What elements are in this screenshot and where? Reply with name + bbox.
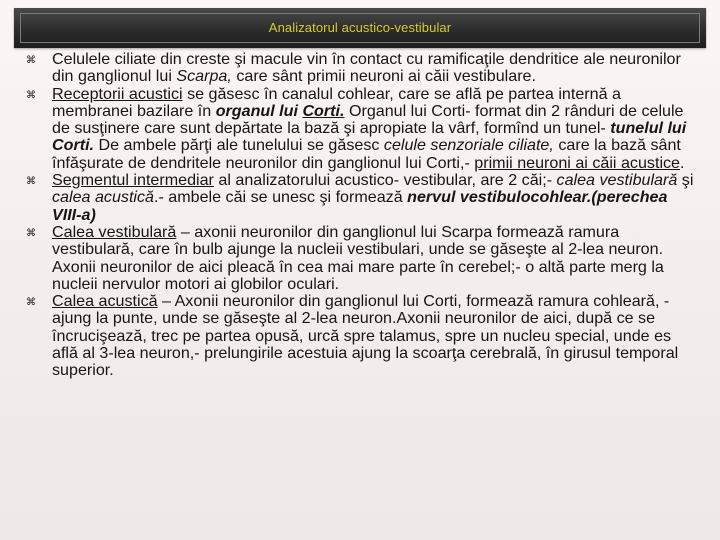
list-item <box>26 172 698 224</box>
list-item <box>26 224 698 293</box>
text-run: se găsesc în canalul cohlear, care se află pe partea internă a membranei bazilare în <box>52 84 621 120</box>
text-run: şi <box>677 171 694 190</box>
text-run: Segmentul intermediar <box>52 171 214 190</box>
text-run: primii neuroni ai căii acustice <box>474 153 681 172</box>
title-bar <box>14 8 706 48</box>
text-run: care sânt primii neuroni ai căii vestibulare. <box>231 67 536 86</box>
text-run: .- ambele căi se unesc şi formează <box>154 188 408 207</box>
bullet-list <box>26 51 698 380</box>
list-item <box>26 86 698 172</box>
text-run: – Axonii neuronilor din ganglionul lui Corti, formează ramura cohleară, - ajung la punte, unde se găseşte al 2-lea neuron.Axonii neuronilor de aici, după ce se încrucişează, trec pe partea opusă, urcă spre talamus, spre un nucleu special, unde es află al 3-lea neuron,- prelungirile acestuia ajung la scoarţa cerebrală, în girusul temporal superior. <box>52 292 679 380</box>
list-item <box>26 51 698 86</box>
text-run: – axonii neuronilor din ganglionul lui Scarpa formează ramura vestibulară, care în bulb ajunge la nucleii vestibulari, unde se găseşte al 2-lea neuron. Axonii neuronilor de aici pleacă în cea mai mare parte în cerebel;- o altă parte merg la nucleii nervulor motori ai globilor oculari. <box>52 222 664 293</box>
text-run: De ambele părţi ale tunelului se găsesc <box>94 136 384 155</box>
text-run: Calea vestibulară <box>52 222 177 241</box>
text-run: calea acustică <box>52 188 154 207</box>
command-key-icon: ⌘ <box>26 227 36 239</box>
text-run: Corti. <box>302 101 345 120</box>
text-run: Celulele ciliate din creste şi macule vin în contact cu ramificaţile dendritice ale neuronilor din ganglionul lui <box>52 50 681 86</box>
title-frame <box>20 13 700 43</box>
command-key-icon: ⌘ <box>26 55 36 66</box>
slide-title: Analizatorul acustico-vestibular <box>268 19 452 35</box>
text-run: celule senzoriale ciliate, <box>383 136 554 155</box>
list-item <box>26 293 698 379</box>
command-key-icon: ⌘ <box>26 176 36 188</box>
text-run: care la bază sânt înfăşurate de dendritele neuronilor din ganglionul lui Corti,- <box>52 136 681 172</box>
text-run: tunelul lui Corti. <box>52 119 687 155</box>
text-run: . <box>680 153 685 172</box>
text-run: Receptorii acustici <box>52 84 183 103</box>
text-run: Calea acustică <box>52 292 158 311</box>
text-run: nervul vestibulocohlear.(perechea VIII-a) <box>52 188 668 224</box>
command-key-icon: ⌘ <box>26 297 36 309</box>
text-run: calea vestibulară <box>556 171 678 190</box>
text-run: Scarpa, <box>176 67 232 86</box>
text-run: al analizatorului acustico- vestibular, are 2 căi;- <box>213 171 557 190</box>
text-run: Organul lui Corti- format din 2 rânduri de celule de susţinere care sunt depărtate la bază şi apropiate la vârf, formînd un tunel- <box>52 101 684 138</box>
text-run: organul lui <box>215 101 303 120</box>
command-key-icon: ⌘ <box>26 89 36 101</box>
